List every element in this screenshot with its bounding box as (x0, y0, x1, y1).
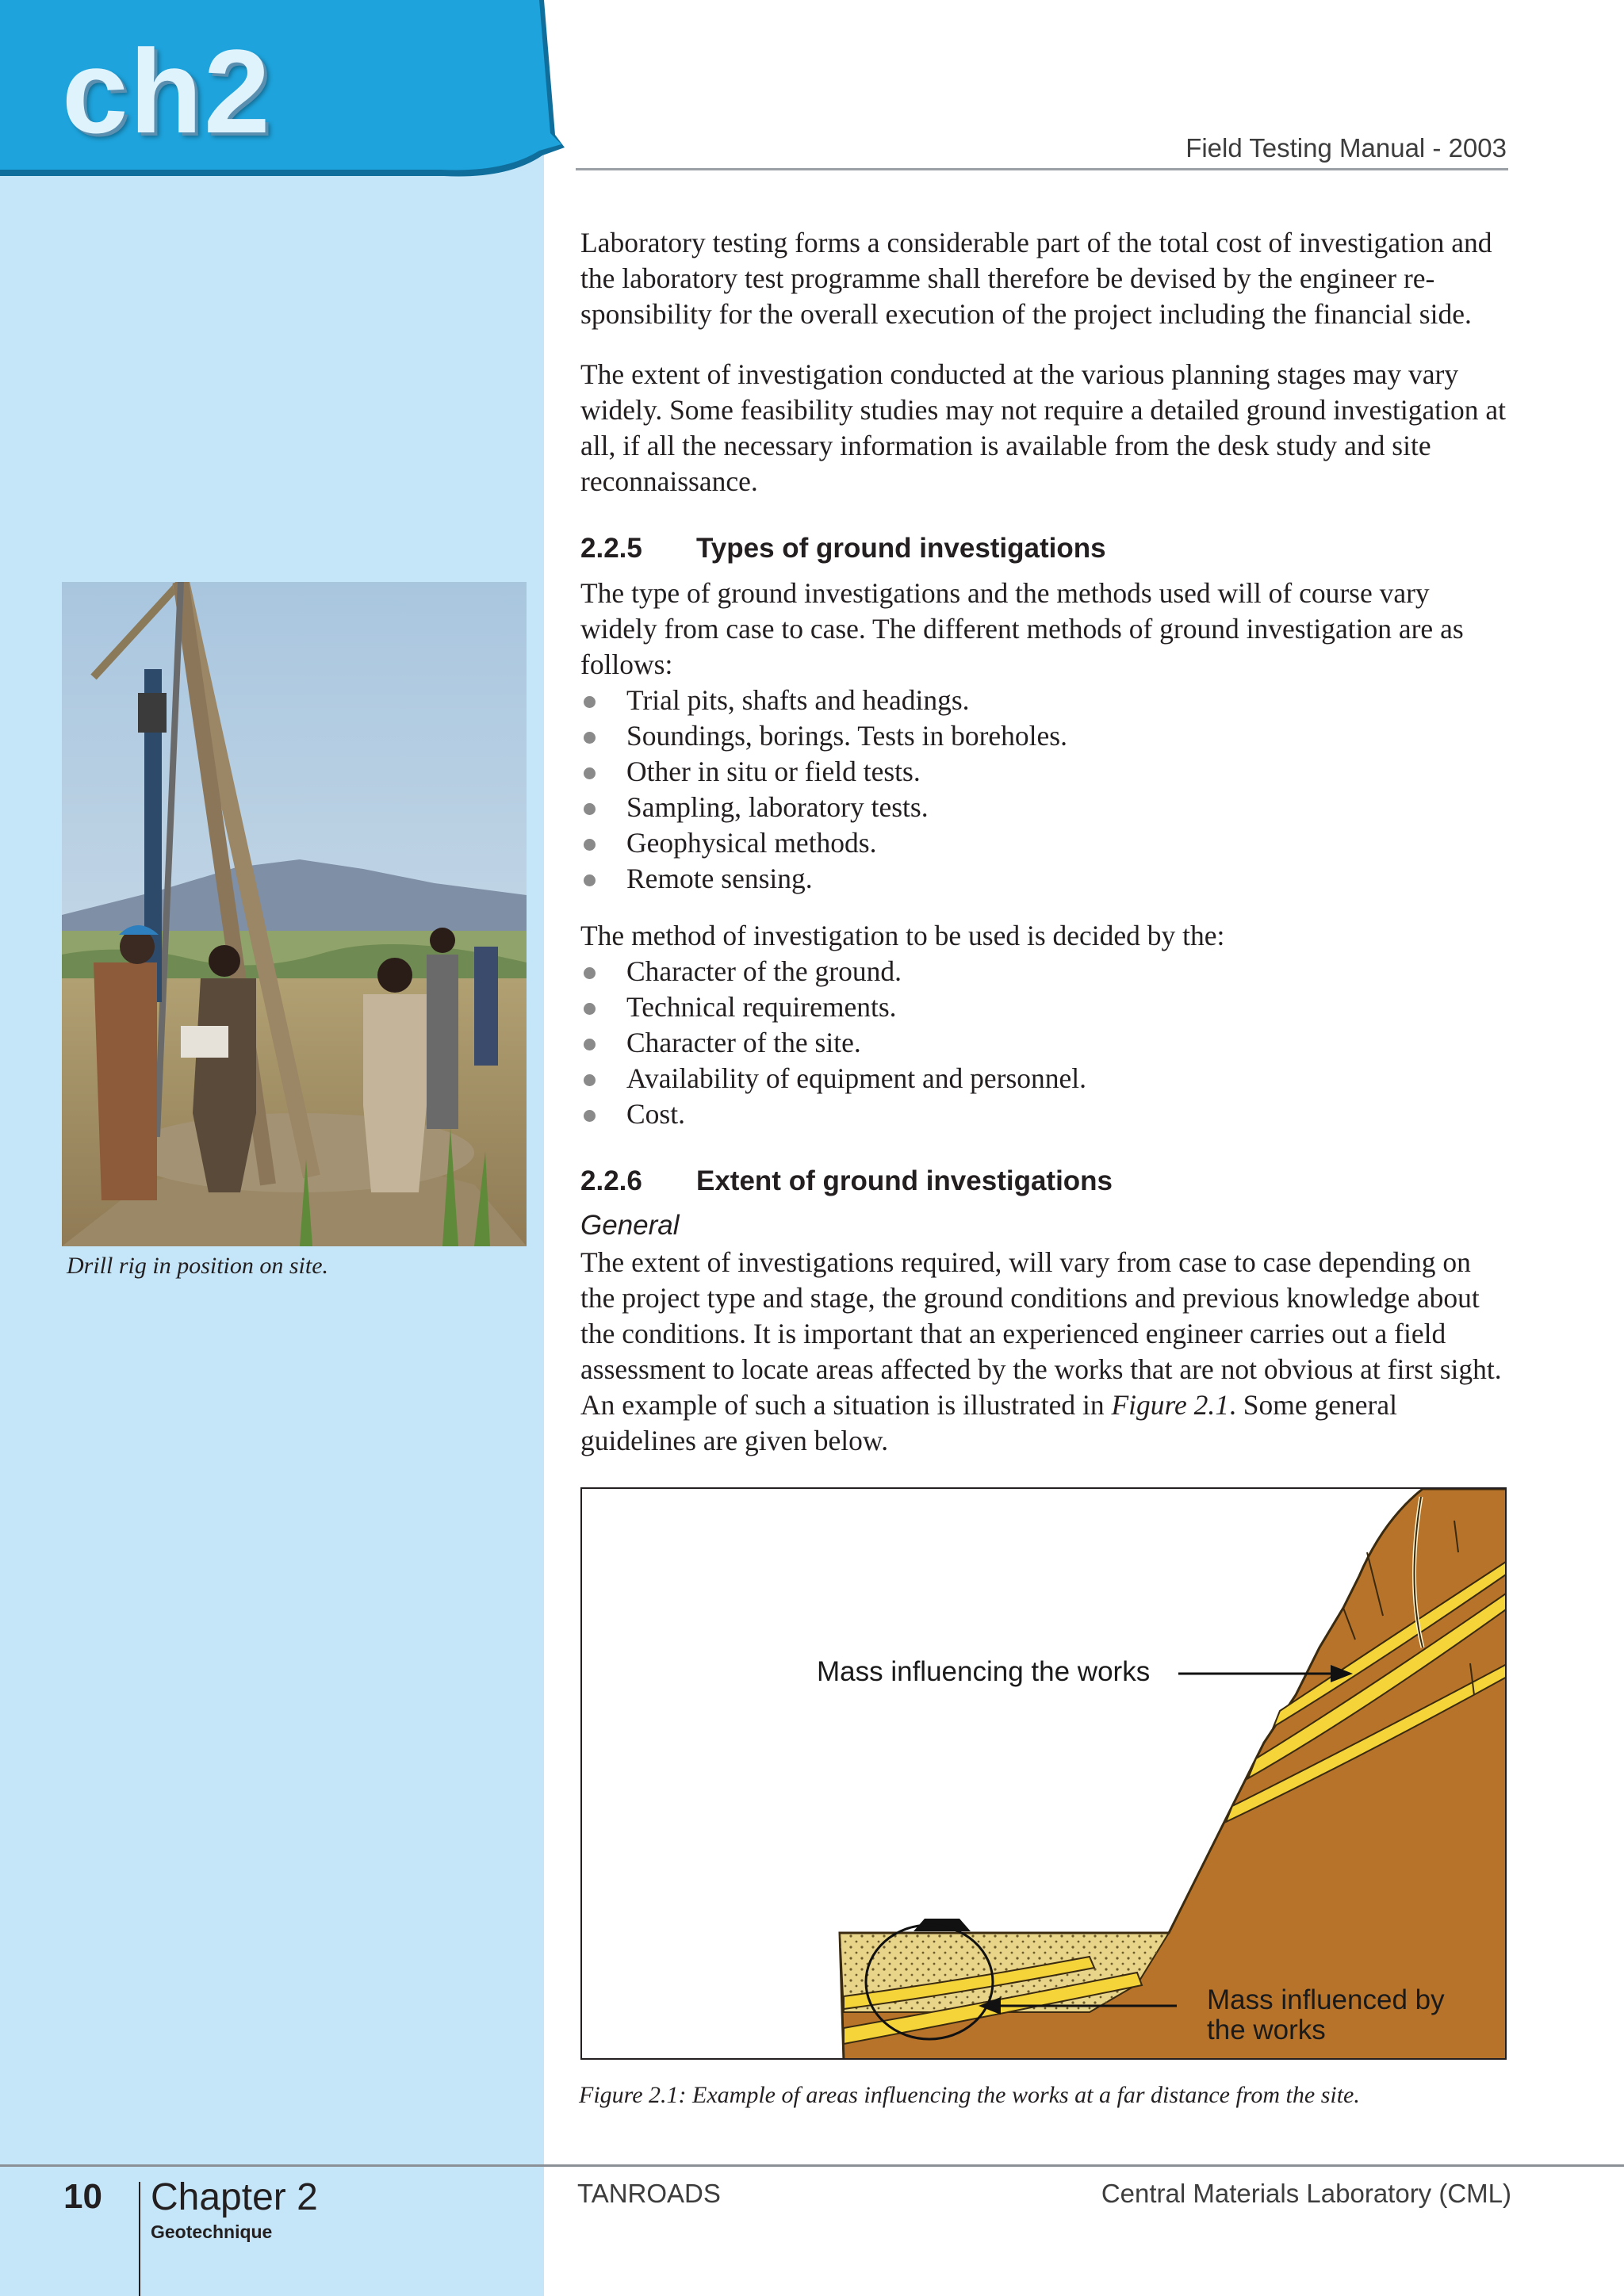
section-225-decided (580, 918, 1508, 1132)
figure-caption: Figure 2.1: Example of areas influencing the works at a far distance from the site. (579, 2082, 1360, 2108)
list-item: Sampling, laboratory tests. (580, 790, 1508, 825)
paragraph-text: . Some general guidelines are given below. (580, 1389, 1397, 1456)
label-mass-influenced (1207, 1985, 1445, 2045)
footer-divider (139, 2182, 140, 2296)
list-item: Trial pits, shafts and headings. (580, 683, 1508, 718)
footer-publisher: TANROADS (577, 2179, 721, 2208)
footer-laboratory: Central Materials Laboratory (CML) (1101, 2179, 1511, 2208)
decided-intro: The method of investigation to be used is decided by the: (580, 920, 1225, 951)
chapter-tab: ch2 (62, 25, 272, 158)
section-226-paragraph (580, 1245, 1508, 1459)
label-mass-influencing: Mass influencing the works (817, 1656, 1151, 1687)
list-item: Cost. (580, 1096, 1508, 1132)
section-title: Extent of ground investigations (696, 1165, 1113, 1196)
section-number: 2.2.6 (580, 1165, 642, 1196)
subheading-general: General (580, 1210, 680, 1241)
header-rule (576, 168, 1508, 170)
body-paragraph-1 (580, 225, 1508, 332)
section-225-intro: The type of ground investigations and the methods used will of course vary widely from case to case. The different methods of ground investigation are as follows: (580, 577, 1464, 680)
page-number: 10 (63, 2177, 102, 2216)
paragraph-extent: The extent of investigation conducted at the various planning stages may vary widely. Some feasibility studies may not require a detailed ground investigation at all, if all the necessary information is available from the desk study and site reconnaissance. (580, 358, 1506, 497)
body-paragraph-2 (580, 357, 1508, 499)
photo-caption: Drill rig in position on site. (67, 1253, 329, 1279)
section-226-content (580, 1245, 1508, 1459)
footer-rule (0, 2164, 1624, 2167)
list-item: Technical requirements. (580, 989, 1508, 1025)
label-line: Mass influenced by (1207, 1984, 1445, 2015)
slope-diagram (582, 1489, 1507, 2060)
running-header: Field Testing Manual - 2003 (1185, 133, 1507, 163)
section-heading-226 (580, 1165, 1113, 1197)
section-225-content (580, 576, 1508, 897)
list-item: Other in situ or field tests. (580, 754, 1508, 790)
section-heading-225 (580, 533, 1106, 564)
methods-list (580, 683, 1508, 897)
drill-rig-photo (62, 582, 527, 1246)
label-line: the works (1207, 2015, 1326, 2045)
paragraph-lab-testing: Laboratory testing forms a considerable part of the total cost of investigation and the laboratory test programme shall therefore be devised by the engineer re-sponsibility for the overall execution of the project including the financial side. (580, 227, 1492, 330)
figure-2-1 (580, 1487, 1507, 2060)
list-item: Geophysical methods. (580, 825, 1508, 861)
list-item: Character of the site. (580, 1025, 1508, 1061)
section-title: Types of ground investigations (696, 533, 1106, 564)
section-number: 2.2.5 (580, 533, 642, 564)
list-item: Availability of equipment and personnel. (580, 1061, 1508, 1096)
list-item: Remote sensing. (580, 861, 1508, 897)
paragraph-text: The extent of investigations required, will vary from case to case depending on the project type and stage, the ground conditions and previous knowledge about the conditions. It is important that an experienced engineer carries out a field assessment to locate areas affected by the works that are not obvious at first sight. An example of such a situation is illustrated in (580, 1246, 1502, 1421)
figure-reference: Figure 2.1 (1111, 1389, 1230, 1421)
list-item: Character of the ground. (580, 954, 1508, 989)
factors-list (580, 954, 1508, 1132)
footer-chapter: Chapter 2 (151, 2176, 318, 2218)
list-item: Soundings, borings. Tests in boreholes. (580, 718, 1508, 754)
footer-chapter-subtitle: Geotechnique (151, 2221, 273, 2242)
